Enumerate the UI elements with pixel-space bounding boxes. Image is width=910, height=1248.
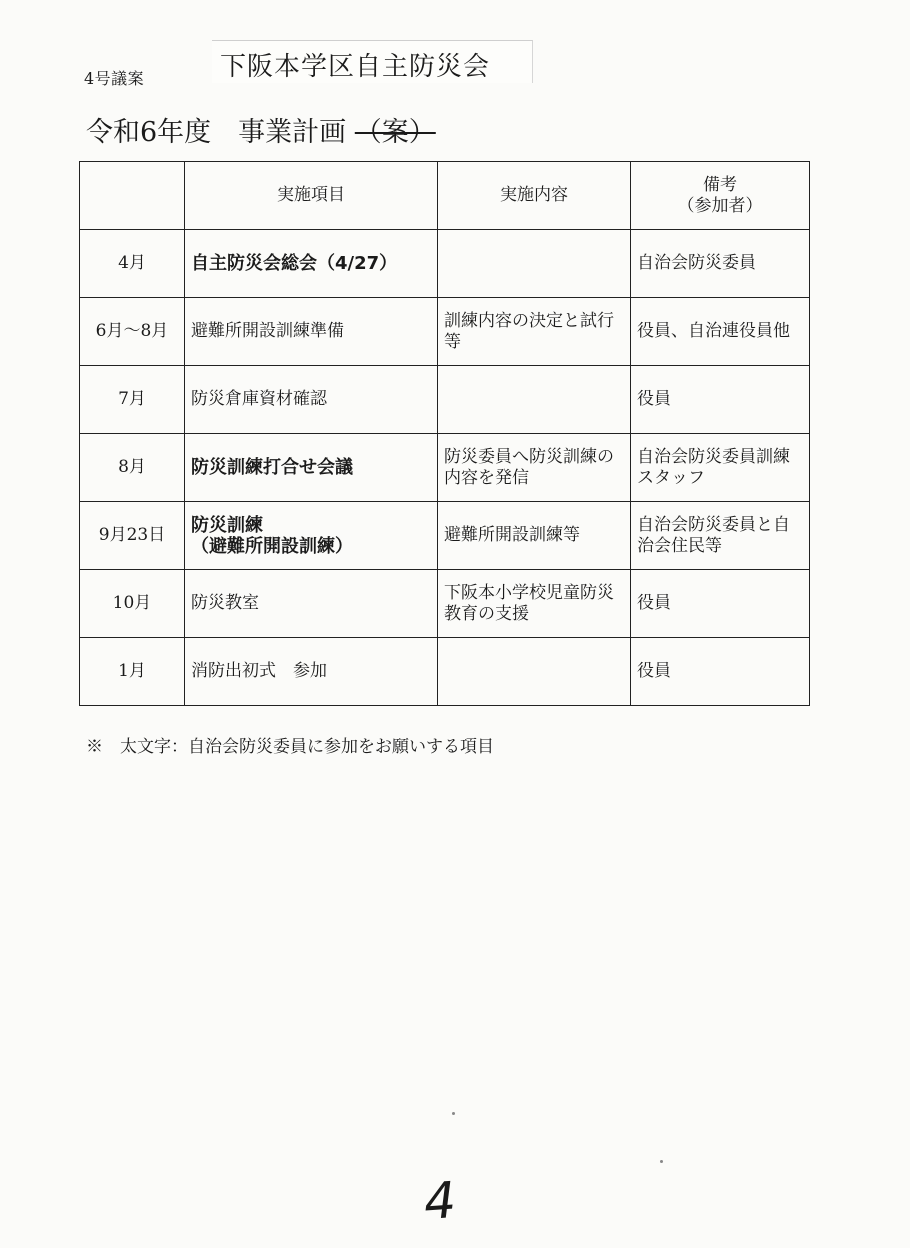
table-header-row bbox=[80, 162, 810, 230]
cell-month: 10月 bbox=[80, 570, 185, 638]
header-remark-participants: （参加者） bbox=[677, 195, 763, 216]
cell-remark: 役員 bbox=[631, 366, 810, 434]
header-month bbox=[80, 162, 185, 230]
organization-name: 下阪本学区自主防災会 bbox=[220, 52, 491, 82]
cell-item-line1: 防災教室 bbox=[191, 593, 259, 613]
cell-content: 避難所開設訓練等 bbox=[438, 502, 631, 570]
cell-item-line1: 避難所開設訓練準備 bbox=[191, 321, 344, 341]
cell-item-line1: 自主防災会総会（4/27） bbox=[191, 253, 398, 274]
table-body bbox=[80, 230, 810, 706]
document-title bbox=[86, 110, 436, 149]
cell-remark: 役員、自治連役員他 bbox=[631, 298, 810, 366]
cell-month: 1月 bbox=[80, 638, 185, 706]
cell-item-line1: 防災倉庫資材確認 bbox=[191, 389, 327, 409]
table-row bbox=[80, 230, 810, 298]
scan-speck bbox=[452, 1112, 455, 1115]
page-number: 4 bbox=[422, 1170, 458, 1232]
header-content: 実施内容 bbox=[438, 162, 631, 230]
cell-content: 下阪本小学校児童防災教育の支援 bbox=[438, 570, 631, 638]
cell-item bbox=[185, 570, 438, 638]
cell-remark: 自治会防災委員と自治会住民等 bbox=[631, 502, 810, 570]
cell-remark: 役員 bbox=[631, 570, 810, 638]
cell-month: 7月 bbox=[80, 366, 185, 434]
cell-item bbox=[185, 434, 438, 502]
document-title-struck-draft: （案） bbox=[354, 117, 436, 148]
cell-month: 9月23日 bbox=[80, 502, 185, 570]
business-plan-table bbox=[79, 161, 810, 706]
cell-item-line2: （避難所開設訓練） bbox=[191, 535, 353, 557]
header-remark bbox=[631, 162, 810, 230]
header-item: 実施項目 bbox=[185, 162, 438, 230]
cell-remark: 自治会防災委員 bbox=[631, 230, 810, 298]
agenda-number: 4号議案 bbox=[84, 69, 145, 88]
footnote: ※ 太文字：自治会防災委員に参加をお願いする項目 bbox=[86, 737, 494, 757]
cell-item bbox=[185, 230, 438, 298]
cell-item bbox=[185, 366, 438, 434]
table-row bbox=[80, 298, 810, 366]
cell-item bbox=[185, 502, 438, 570]
cell-item-line1: 防災訓練打合せ会議 bbox=[191, 457, 353, 478]
cell-content bbox=[438, 638, 631, 706]
cell-remark: 役員 bbox=[631, 638, 810, 706]
cell-content bbox=[438, 230, 631, 298]
cell-remark: 自治会防災委員訓練スタッフ bbox=[631, 434, 810, 502]
cell-month: 4月 bbox=[80, 230, 185, 298]
cell-item bbox=[185, 638, 438, 706]
table-row bbox=[80, 502, 810, 570]
header-remark-title: 備考 bbox=[703, 174, 737, 195]
cell-item-line1: 消防出初式 参加 bbox=[191, 661, 327, 681]
scan-speck bbox=[660, 1160, 663, 1163]
cell-content: 訓練内容の決定と試行等 bbox=[438, 298, 631, 366]
table-row bbox=[80, 434, 810, 502]
cell-month: 6月～8月 bbox=[80, 298, 185, 366]
cell-month: 8月 bbox=[80, 434, 185, 502]
table-row bbox=[80, 366, 810, 434]
cell-content: 防災委員へ防災訓練の内容を発信 bbox=[438, 434, 631, 502]
cell-item-line1: 防災訓練 bbox=[191, 514, 263, 536]
table-row bbox=[80, 570, 810, 638]
cell-item bbox=[185, 298, 438, 366]
table-row bbox=[80, 638, 810, 706]
document-title-main: 令和6年度 事業計画 bbox=[86, 117, 347, 148]
cell-content bbox=[438, 366, 631, 434]
